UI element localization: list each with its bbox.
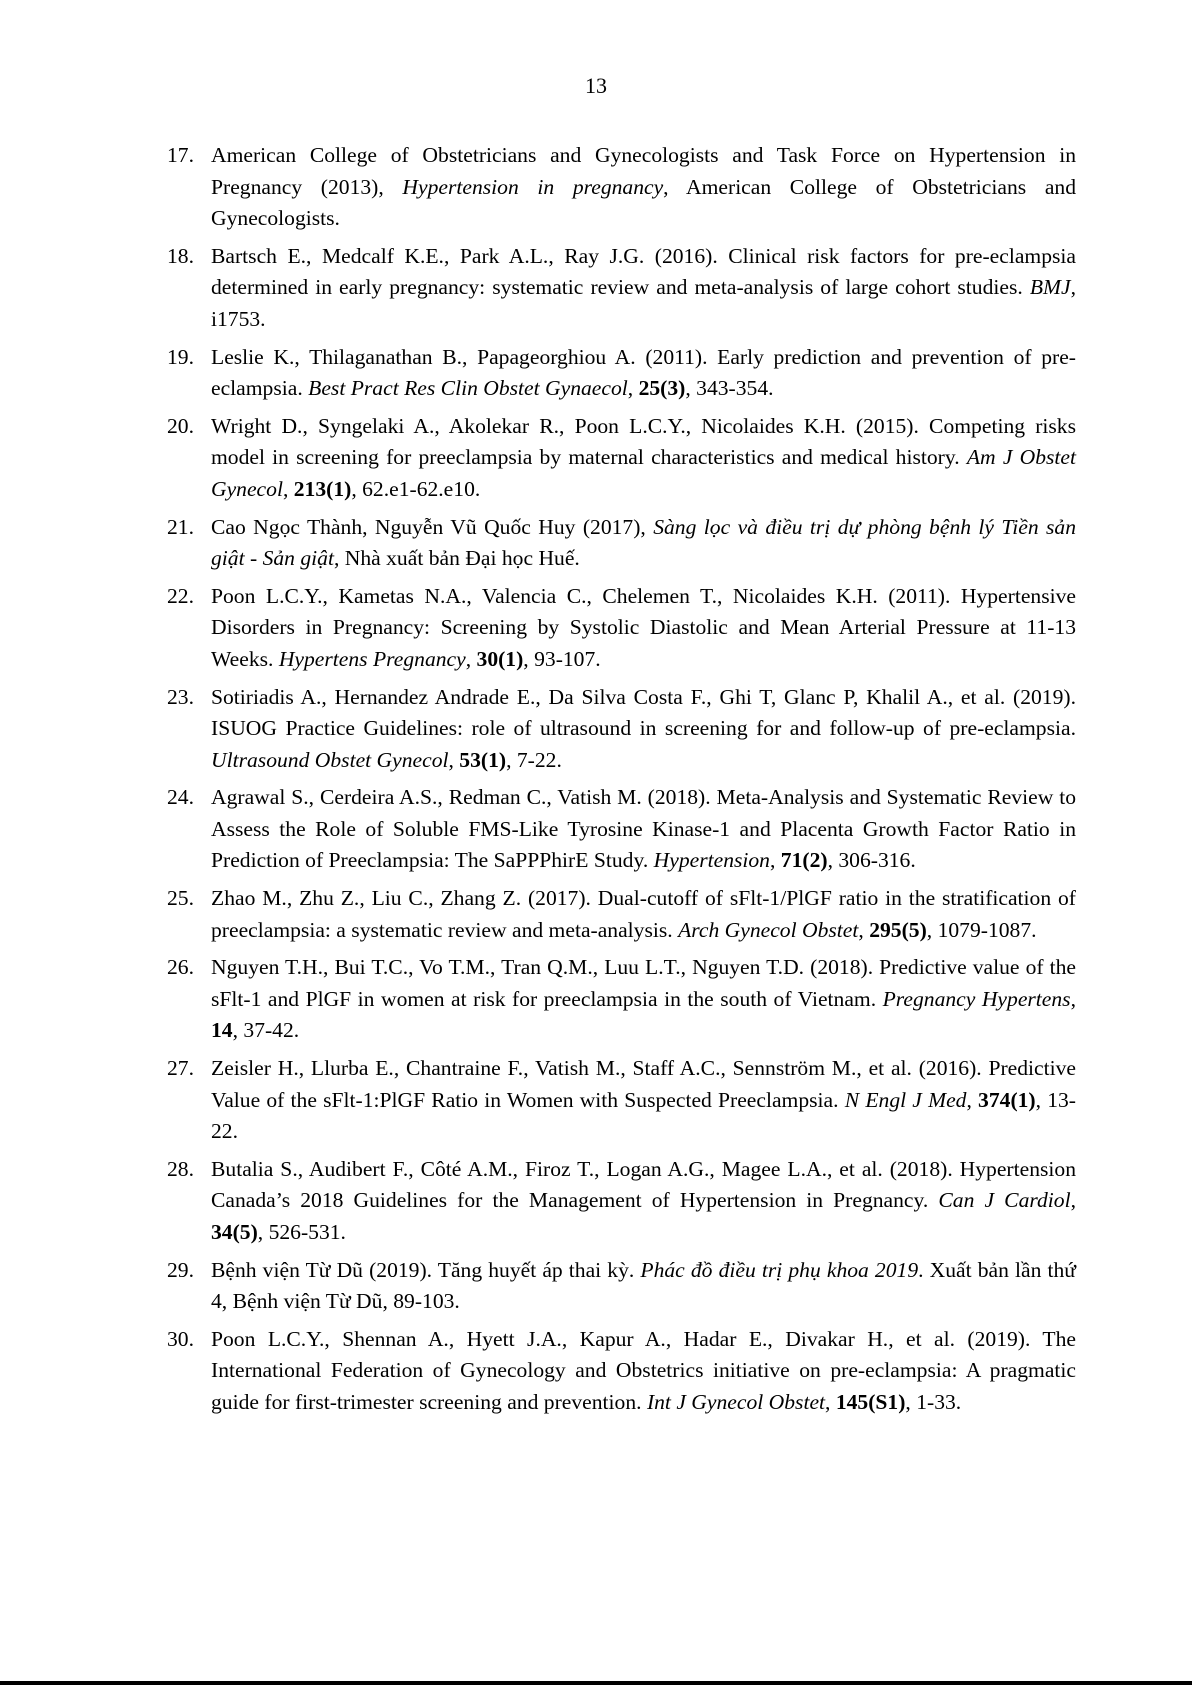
reference-number: 27. <box>167 1056 194 1081</box>
reference-item <box>167 883 1076 946</box>
reference-item <box>167 512 1076 575</box>
reference-item <box>167 581 1076 676</box>
reference-item <box>167 782 1076 877</box>
reference-segment: Leslie K., Thilaganathan B., Papageorghiou A. (2011). Early prediction and prevention of pre-eclampsia. <box>211 344 1076 401</box>
reference-journal-title: Hypertension <box>653 848 770 873</box>
reference-segment: , <box>825 1389 836 1414</box>
reference-segment: , 1079-1087. <box>926 917 1037 942</box>
reference-segment: , Nhà xuất bản Đại học Huế. <box>333 546 580 571</box>
reference-segment: American College of Obstetricians and Gynecologists and Task Force on Hypertension in Pregnancy (2013), <box>211 143 1076 199</box>
reference-segment: , <box>858 917 870 942</box>
reference-segment: , 306-316. <box>827 848 916 873</box>
page-number: 13 <box>585 73 607 98</box>
reference-text <box>211 1056 1076 1143</box>
reference-journal-title: Int J Gynecol Obstet <box>646 1389 826 1414</box>
reference-text <box>211 143 1076 230</box>
reference-segment: , 1-33. <box>905 1389 962 1414</box>
reference-segment: , 343-354. <box>685 376 774 401</box>
reference-volume: 145(S1) <box>835 1389 906 1414</box>
reference-text <box>211 244 1076 331</box>
reference-journal-title: Arch Gynecol Obstet <box>678 917 859 942</box>
reference-journal-title: Best Pract Res Clin Obstet Gynaecol <box>308 376 628 401</box>
reference-segment: Poon L.C.Y., Shennan A., Hyett J.A., Kapur A., Hadar E., Divakar H., et al. (2019). The International Federation of Gynecology and Obstetrics initiative on pre-eclampsia: A pragmatic guide for first-trimester screening and prevention. <box>211 1326 1076 1414</box>
reference-item <box>167 1255 1076 1318</box>
reference-item <box>167 682 1076 777</box>
reference-journal-title: Hypertension in pregnancy <box>402 174 664 199</box>
reference-segment: . Xuất bản lần thứ 4, Bệnh viện Từ Dũ, 89-103. <box>211 1257 1076 1314</box>
reference-segment: Butalia S., Audibert F., Côté A.M., Firoz T., Logan A.G., Magee L.A., et al. (2018). Hypertension Canada’s 2018 Guidelines for the Management of Hypertension in Pregnancy. <box>211 1156 1076 1213</box>
reference-text <box>211 515 1076 571</box>
reference-segment: , <box>1070 986 1076 1011</box>
reference-number: 21. <box>167 514 194 539</box>
reference-item <box>167 411 1076 506</box>
reference-text <box>211 414 1076 501</box>
reference-number: 17. <box>167 143 194 167</box>
reference-text <box>211 1327 1076 1414</box>
reference-segment: Zeisler H., Llurba E., Chantraine F., Vatish M., Staff A.C., Sennström M., et al. (2016). Predictive Value of the sFlt-1:PlGF Ratio in Women with Suspected Preeclampsia. <box>211 1056 1076 1112</box>
reference-segment: , <box>1070 1188 1076 1213</box>
reference-segment: , <box>627 376 639 401</box>
reference-segment: Agrawal S., Cerdeira A.S., Redman C., Vatish M. (2018). Meta-Analysis and Systematic Review to Assess the Role of Soluble FMS-Like Tyrosine Kinase-1 and Placenta Growth Factor Ratio in Prediction of Preeclampsia: The SaPPPhirE Study. <box>211 785 1076 873</box>
reference-number: 20. <box>167 413 194 438</box>
reference-number: 30. <box>167 1326 194 1351</box>
reference-segment: , 7-22. <box>506 747 562 772</box>
reference-journal-title: BMJ <box>1029 275 1071 300</box>
reference-number: 22. <box>167 583 194 608</box>
reference-item <box>167 241 1076 336</box>
reference-segment: , 526-531. <box>257 1220 346 1244</box>
reference-text <box>211 345 1076 401</box>
reference-volume: 71(2) <box>780 848 828 873</box>
reference-text <box>211 886 1076 942</box>
reference-segment: , 62.e1-62.e10. <box>351 476 481 501</box>
reference-journal-title: Am J Obstet Gynecol <box>211 445 1076 501</box>
reference-segment: Bartsch E., Medcalf K.E., Park A.L., Ray J.G. (2016). Clinical risk factors for pre-eclampsia determined in early pregnancy: systematic review and meta-analysis of large cohort studies. <box>211 243 1076 300</box>
reference-volume: 34(5) <box>211 1220 258 1244</box>
reference-journal-title: N Engl J Med <box>844 1087 967 1112</box>
reference-text <box>211 1157 1076 1244</box>
reference-list <box>167 140 1076 1425</box>
reference-segment: Zhao M., Zhu Z., Liu C., Zhang Z. (2017). Dual-cutoff of sFlt-1/PlGF ratio in the stratification of preeclampsia: a systematic review and meta-analysis. <box>211 886 1076 942</box>
reference-segment: Wright D., Syngelaki A., Akolekar R., Poon L.C.Y., Nicolaides K.H. (2015). Competing risks model in screening for preeclampsia by maternal characteristics and medical history. <box>211 413 1076 470</box>
reference-volume: 25(3) <box>638 376 686 401</box>
reference-segment: , American College of Obstetricians and Gynecologists. <box>211 174 1076 231</box>
reference-item <box>167 1324 1076 1419</box>
reference-number: 23. <box>167 684 194 709</box>
reference-segment: , <box>282 476 294 501</box>
reference-volume: 30(1) <box>476 646 524 671</box>
reference-item <box>167 1154 1076 1249</box>
reference-segment: , i1753. <box>211 275 1076 331</box>
reference-number: 19. <box>167 344 194 369</box>
reference-text <box>211 1258 1076 1314</box>
reference-segment: Poon L.C.Y., Kametas N.A., Valencia C., Chelemen T., Nicolaides K.H. (2011). Hypertensive Disorders in Pregnancy: Screening by Systolic Diastolic and Mean Arterial Pressure at 11-13 Weeks. <box>211 583 1076 671</box>
bottom-border <box>0 1681 1192 1685</box>
reference-segment: Nguyen T.H., Bui T.C., Vo T.M., Tran Q.M., Luu L.T., Nguyen T.D. (2018). Predictive value of the sFlt-1 and PlGF in women at risk for preeclampsia in the south of Vietnam. <box>211 955 1076 1011</box>
reference-text <box>211 584 1076 671</box>
reference-segment: , <box>465 646 477 671</box>
reference-item <box>167 1053 1076 1148</box>
reference-segment: Cao Ngọc Thành, Nguyễn Vũ Quốc Huy (2017), <box>211 514 654 539</box>
reference-segment: , 13-22. <box>211 1087 1076 1144</box>
reference-segment: , <box>448 747 460 772</box>
reference-number: 26. <box>167 955 194 980</box>
reference-segment: Sotiriadis A., Hernandez Andrade E., Da Silva Costa F., Ghi T, Glanc P, Khalil A., et al. (2019). ISUOG Practice Guidelines: role of ultrasound in screening for and follow-up of pre-eclampsia. <box>211 684 1076 741</box>
reference-item <box>167 952 1076 1047</box>
reference-item <box>167 140 1076 235</box>
reference-journal-title: Can J Cardiol <box>938 1188 1071 1213</box>
reference-segment: Bệnh viện Từ Dũ (2019). Tăng huyết áp thai kỳ. <box>211 1257 641 1282</box>
reference-number: 24. <box>167 785 194 810</box>
reference-volume: 374(1) <box>978 1087 1036 1112</box>
reference-number: 18. <box>167 243 194 268</box>
reference-journal-title: Phác đồ điều trị phụ khoa 2019 <box>640 1257 919 1282</box>
reference-journal-title: Pregnancy Hypertens <box>882 986 1071 1011</box>
reference-volume: 53(1) <box>459 747 507 772</box>
reference-text <box>211 955 1076 1042</box>
reference-number: 28. <box>167 1156 194 1181</box>
reference-text <box>211 785 1076 872</box>
reference-segment: , 37-42. <box>232 1018 300 1043</box>
reference-journal-title: Ultrasound Obstet Gynecol <box>211 747 449 772</box>
reference-segment: , <box>966 1087 979 1112</box>
reference-volume: 14 <box>211 1018 233 1043</box>
reference-number: 25. <box>167 886 194 911</box>
reference-segment: , <box>769 848 781 873</box>
reference-item <box>167 342 1076 405</box>
reference-journal-title: Hypertens Pregnancy <box>278 646 466 671</box>
reference-number: 29. <box>167 1257 194 1282</box>
reference-volume: 213(1) <box>293 476 352 501</box>
reference-journal-title: Sàng lọc và điều trị dự phòng bệnh lý Tiền sản giật - Sản giật <box>211 514 1077 571</box>
reference-text <box>211 685 1076 772</box>
reference-segment: , 93-107. <box>523 646 601 671</box>
reference-volume: 295(5) <box>869 917 927 942</box>
